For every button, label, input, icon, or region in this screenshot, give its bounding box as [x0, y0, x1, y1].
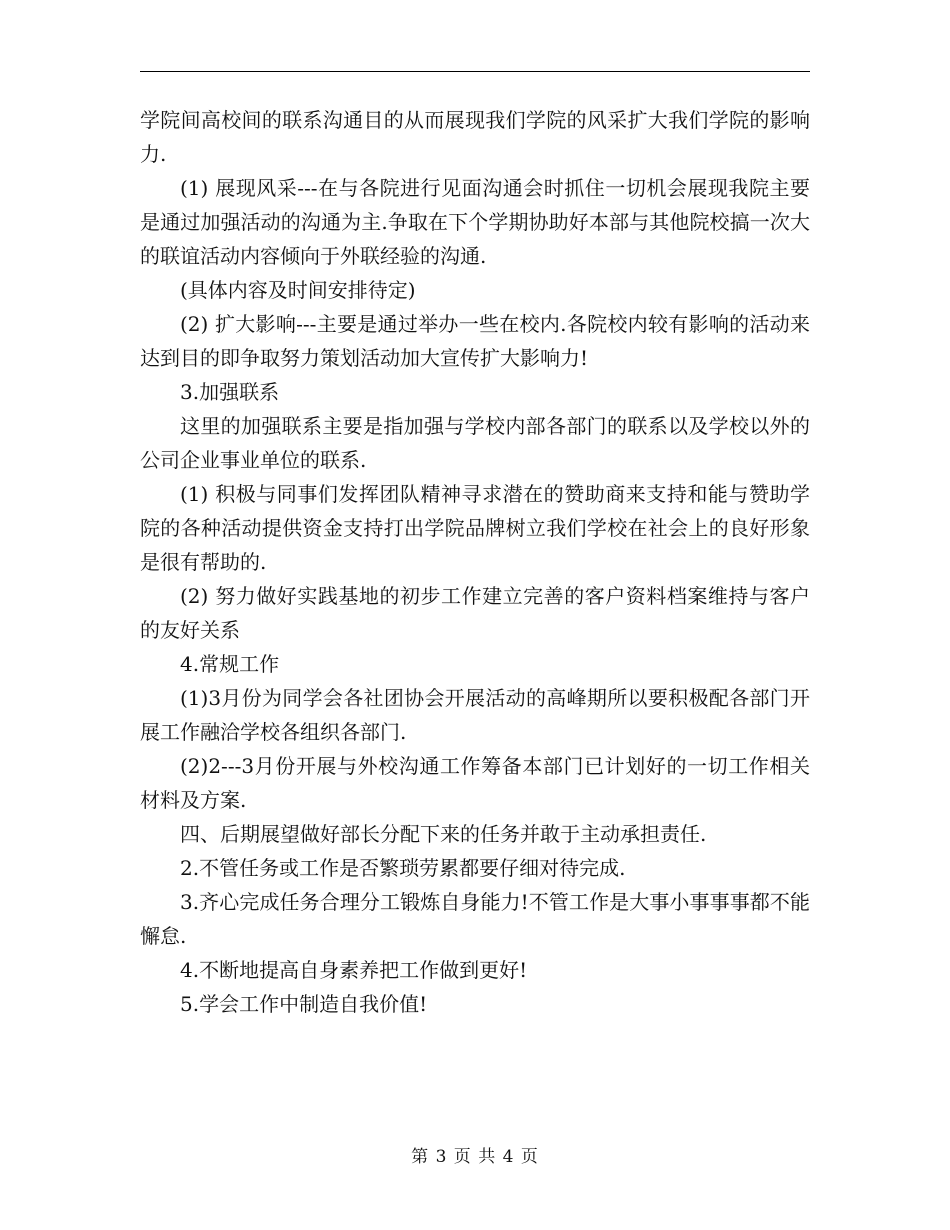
- paragraph-3: (2) 扩大影响---主要是通过举办一些在校内.各院校内较有影响的活动来达到目的即争取努力策划活动加大宣传扩大影响力!: [140, 312, 810, 370]
- paragraph-9: (1)3月份为同学会各社团协会开展活动的高峰期所以要积极配各部门开展工作融洽学校各组织各部门.: [140, 686, 810, 744]
- paragraph-13: 3.齐心完成任务合理分工锻炼自身能力!不管工作是大事小事事事都不能懈怠.: [140, 890, 810, 948]
- paragraph-6: (1) 积极与同事们发挥团队精神寻求潜在的赞助商来支持和能与赞助学院的各种活动提供资金支持打出学院品牌树立我们学校在社会上的良好形象是很有帮助的.: [140, 482, 810, 574]
- section-heading-four: 四、后期展望做好部长分配下来的任务并敢于主动承担责任.: [180, 822, 707, 846]
- paragraph-12: 2.不管任务或工作是否繁琐劳累都要仔细对待完成.: [180, 856, 626, 880]
- document-body: [140, 103, 810, 1021]
- section-heading-4: 4.常规工作: [180, 652, 280, 676]
- paragraph-0: 学院间高校间的联系沟通目的从而展现我们学院的风采扩大我们学院的影响力.: [140, 108, 810, 166]
- section-heading-3: 3.加强联系: [180, 380, 280, 404]
- paragraph-15: 5.学会工作中制造自我价值!: [180, 992, 428, 1016]
- paragraph-2: (具体内容及时间安排待定): [180, 278, 416, 302]
- paragraph-7: (2) 努力做好实践基地的初步工作建立完善的客户资料档案维持与客户的友好关系: [140, 584, 810, 642]
- paragraph-14: 4.不断地提高自身素养把工作做到更好!: [180, 958, 528, 982]
- paragraph-10: (2)2---3月份开展与外校沟通工作筹备本部门已计划好的一切工作相关材料及方案.: [140, 754, 810, 812]
- paragraph-1: (1) 展现风采---在与各院进行见面沟通会时抓住一切机会展现我院主要是通过加强活动的沟通为主.争取在下个学期协助好本部与其他院校搞一次大的联谊活动内容倾向于外联经验的沟通.: [140, 176, 810, 268]
- paragraph-5: 这里的加强联系主要是指加强与学校内部各部门的联系以及学校以外的公司企业事业单位的联系.: [140, 414, 810, 472]
- header-rule: [140, 71, 810, 72]
- page-number-footer: 第 3 页 共 4 页: [411, 1147, 539, 1167]
